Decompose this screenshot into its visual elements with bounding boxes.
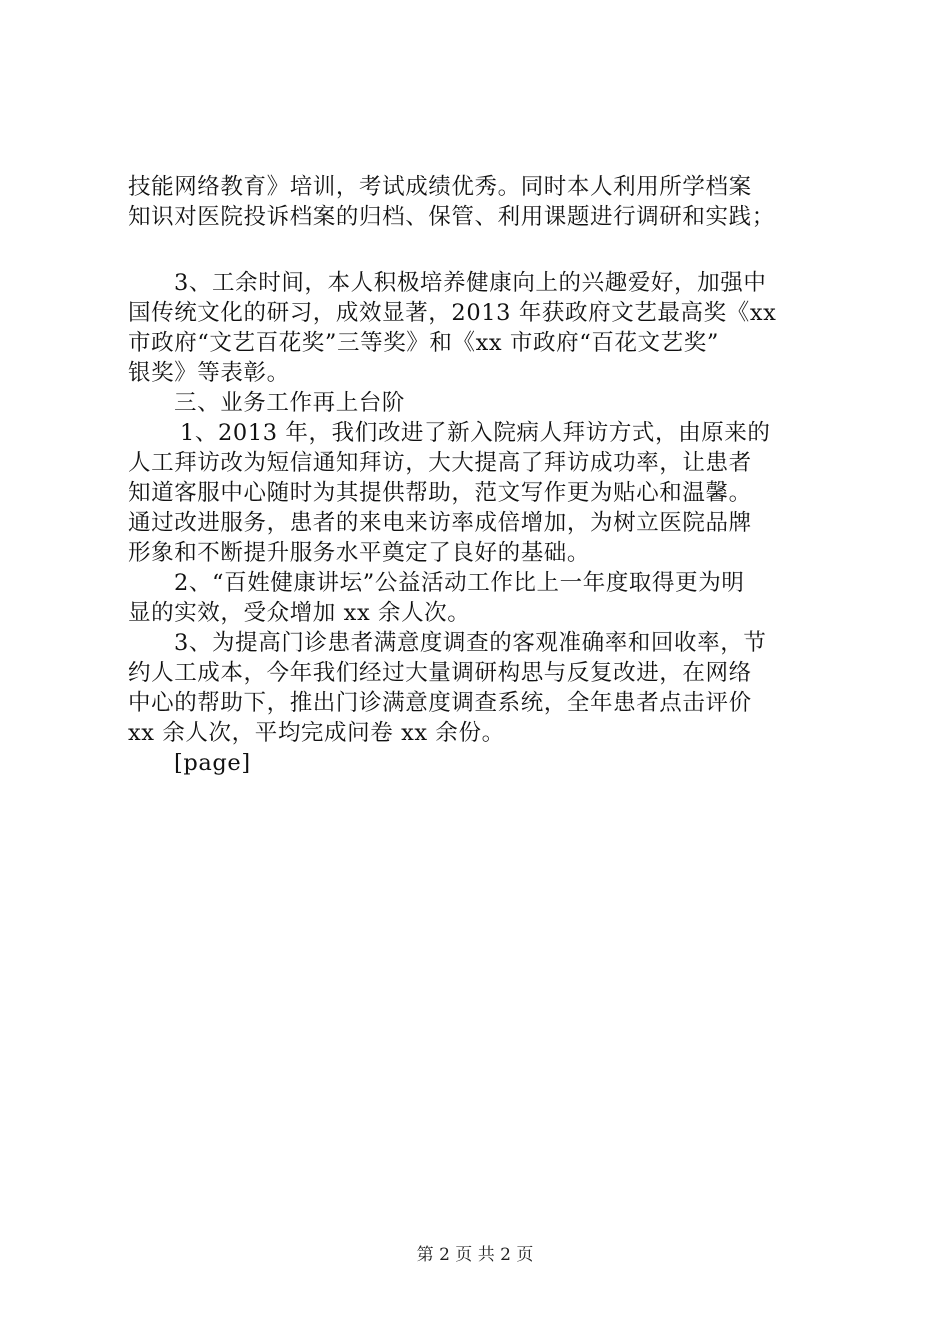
paragraph-patient-visits [128, 418, 828, 568]
text-line: 人工拜访改为短信通知拜访，大大提高了拜访成功率，让患者 [128, 450, 752, 476]
text-line: 银奖》等表彰。 [128, 360, 290, 386]
text-line: 2、“百姓健康讲坛”公益活动工作比上一年度取得更为明 [174, 570, 745, 596]
text-line: [page] [174, 750, 251, 776]
page-number-footer: 第 2 页 共 2 页 [416, 1245, 534, 1265]
paragraph-health-lecture [128, 568, 828, 628]
section-title: 三、业务工作再上台阶 [174, 390, 406, 416]
text-line: 中心的帮助下，推出门诊满意度调查系统，全年患者点击评价 [128, 690, 752, 716]
text-line: 显的实效，受众增加 xx 余人次。 [128, 600, 471, 626]
paragraph-spacer [128, 232, 828, 268]
text-line: 知道客服中心随时为其提供帮助，范文写作更为贴心和温馨。 [128, 480, 752, 506]
text-line: 1、2013 年，我们改进了新入院病人拜访方式，由原来的 [180, 420, 771, 446]
paragraph-hobbies [128, 268, 828, 388]
text-line: xx 余人次，平均完成问卷 xx 余份。 [128, 720, 505, 746]
text-line: 通过改进服务，患者的来电来访率成倍增加，为树立医院品牌 [128, 510, 752, 536]
text-line: 技能网络教育》培训，考试成绩优秀。同时本人利用所学档案 [128, 174, 752, 200]
text-line: 3、为提高门诊患者满意度调查的客观准确率和回收率，节 [174, 630, 767, 656]
text-line: 3、工余时间，本人积极培养健康向上的兴趣爱好，加强中 [174, 270, 767, 296]
document-body [128, 172, 828, 778]
text-line: 约人工成本，今年我们经过大量调研构思与反复改进，在网络 [128, 660, 752, 686]
text-line: 国传统文化的研习，成效显著，2013 年获政府文艺最高奖《xx [128, 300, 777, 326]
text-line: 市政府“文艺百花奖”三等奖》和《xx 市政府“百花文艺奖” [128, 330, 719, 356]
text-line: 形象和不断提升服务水平奠定了良好的基础。 [128, 540, 591, 566]
section-heading [128, 388, 828, 418]
page-break-marker [128, 748, 828, 778]
paragraph-satisfaction-survey [128, 628, 828, 748]
text-line: 知识对医院投诉档案的归档、保管、利用课题进行调研和实践； [128, 204, 775, 230]
paragraph-archive-training [128, 172, 828, 232]
